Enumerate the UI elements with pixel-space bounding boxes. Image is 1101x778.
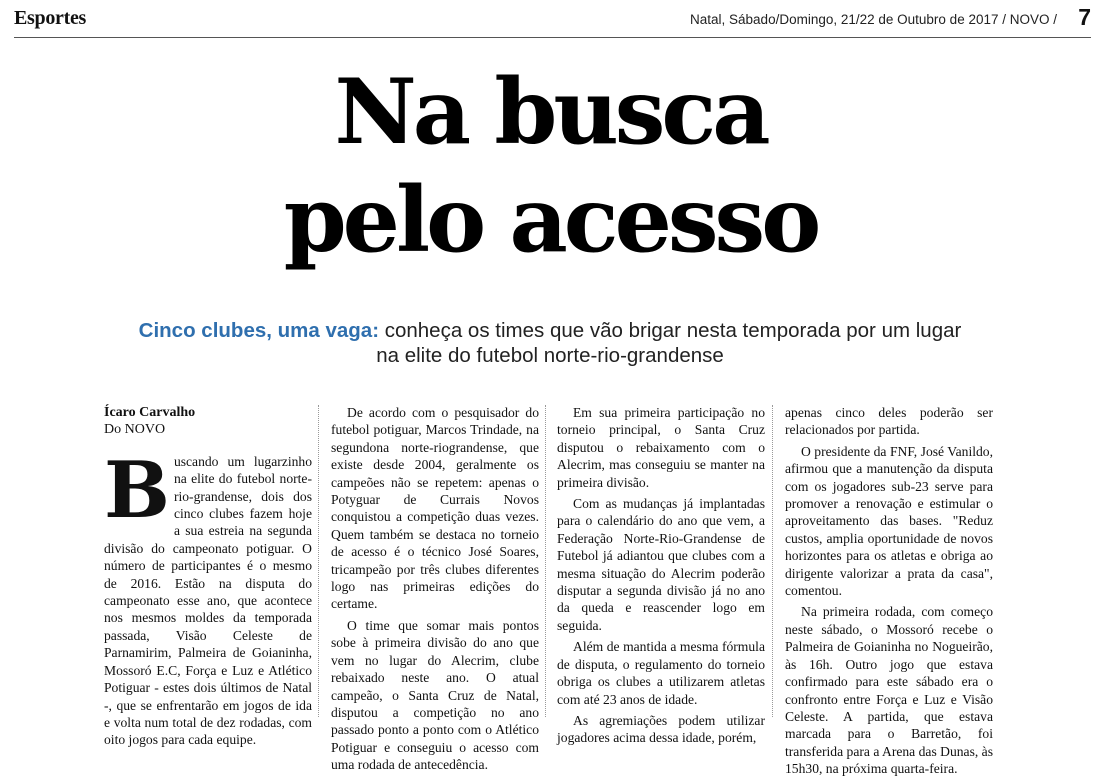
byline-organization: Do NOVO: [104, 422, 166, 438]
headline: [0, 58, 1101, 274]
article-paragraph: De acordo com o pesquisador do futebol potiguar, Marcos Trindade, na segundona norte-riograndense, que existe desde 2004, geralmente os campeões não se repetem: apenas o Potyguar de Currais Novos conquistou a competição duas vezes. Quem também se destaca no torneio de acesso é o técnico José Soares, tricampeão por três clubes diferentes logo nas primeiras edições do certame.: [331, 405, 539, 612]
page-number: 7: [1078, 4, 1091, 30]
dateline: Natal, Sábado/Domingo, 21/22 de Outubro de 2017 / NOVO /: [690, 12, 1057, 27]
article-paragraph: Além de mantida a mesma fórmula de disputa, o regulamento do torneio obriga os clubes a utilizarem atletas com até 23 anos de idade.: [557, 639, 765, 707]
page-header: [14, 6, 1091, 36]
column-divider: [318, 405, 319, 717]
header-rule: [14, 37, 1091, 38]
article-column-3: [557, 404, 765, 747]
article-column-1: [104, 404, 312, 749]
byline-author: Ícaro Carvalho: [104, 405, 196, 420]
article-paragraph: O presidente da FNF, José Vanildo, afirmou que a manutenção da disputa com os jogadores sub-23 serve para promover a renovação e estimular o aproveitamento das bases. "Reduz custos, amplia oportunidade de novos horizontes para os atletas e obriga ao dirigente valorizar a prata da casa", comentou.: [785, 443, 993, 599]
article-paragraph: Buscando um lugarzinho na elite do futebol norte-rio-grandense, dois dos cinco clubes fazem hoje a sua estreia na segunda divisão do campeonato potiguar. O número de participantes é o mesmo de 2016. Estão na disputa do campeonato esse ano, que acontece nos mesmos moldes da temporada passada, Visão Celeste de Parnamirim, Palmeira de Goianinha, Mossoró E.C, Força e Luz e Atlético Potiguar - estes dois últimos de Natal -, que se enfrentarão em jogos de ida e volta num total de dez rodadas, com oito jogos para cada equipe.: [104, 444, 312, 748]
article-paragraph: apenas cinco deles poderão ser relacionados por partida.: [785, 405, 993, 438]
subheadline: [130, 318, 970, 368]
column-divider: [545, 405, 546, 717]
headline-line-2: pelo acesso: [283, 167, 818, 273]
article-column-4: [785, 404, 993, 778]
subheadline-lead: Cinco clubes, uma vaga:: [138, 319, 380, 342]
article-paragraph: O time que somar mais pontos sobe à primeira divisão do ano que vem no lugar do Alecrim, clube rebaixado neste ano. O atual campeão, o Santa Cruz de Natal, disputou a competição no ano passado ponto a ponto com o Atlético Potiguar e conseguiu o acesso com uma rodada de antecedência.: [331, 617, 539, 773]
article-paragraph: Na primeira rodada, com começo neste sábado, o Mossoró recebe o Palmeira de Goianinha no Nogueirão, às 16h. Outro jogo que estava confirmado para este sábado era o confronto entre Força e Luz e Visão Celeste. A partida, que estava marcada para o Barretão, foi transferida para a Arena das Dunas, às 15h30, na próxima quarta-feira.: [785, 604, 993, 777]
article-paragraph: As agremiações podem utilizar jogadores acima dessa idade, porém,: [557, 712, 765, 746]
article-paragraph: Em sua primeira participação no torneio principal, o Santa Cruz disputou o rebaixamento com o Alecrim, mas conseguiu se manter na primeira divisão.: [557, 405, 765, 490]
article-column-2: [331, 404, 539, 774]
column-divider: [772, 405, 773, 717]
article-paragraph: Com as mudanças já implantadas para o calendário do ano que vem, a Federação Norte-Rio-Grandense de Futebol já adiantou que clubes com a mesma situação do Alecrim poderão disputar a segunda divisão já no ano da queda e reascender logo em seguida.: [557, 496, 765, 633]
headline-line-1: Na busca: [334, 59, 767, 165]
drop-cap: B: [104, 444, 170, 536]
subheadline-text: conheça os times que vão brigar nesta temporada por um lugar na elite do futebol norte-rio-grandense: [376, 319, 962, 367]
section-title: Esportes: [14, 7, 87, 29]
